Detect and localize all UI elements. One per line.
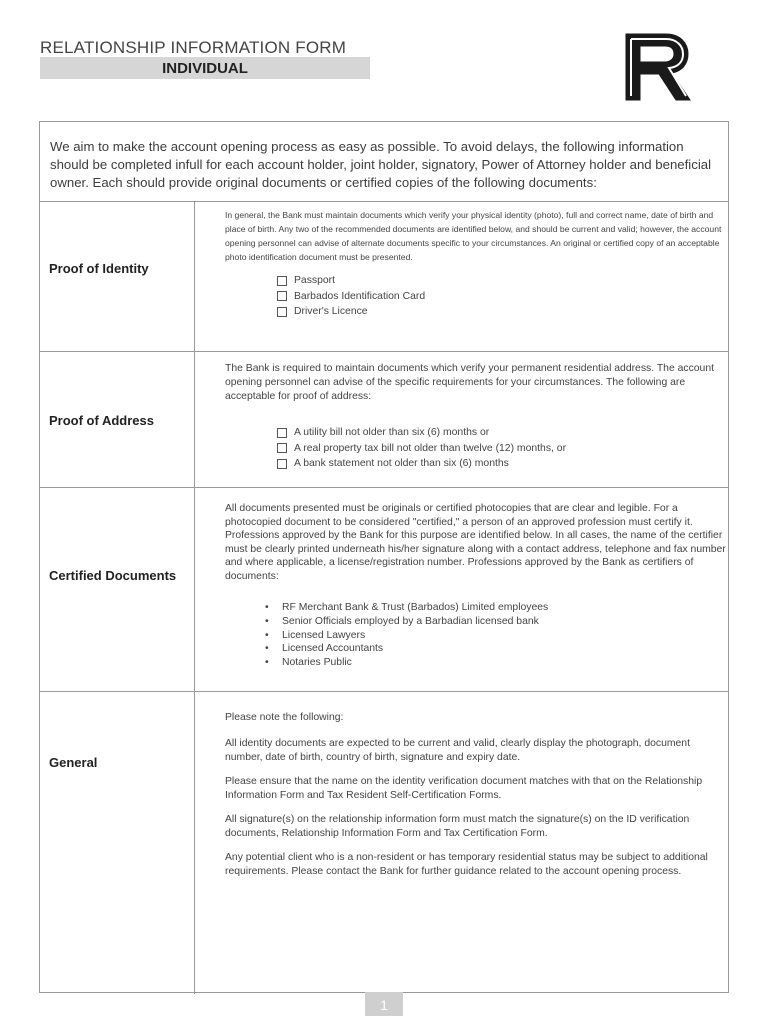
checkbox[interactable] <box>277 459 287 469</box>
list-item-text: Notaries Public <box>282 657 352 669</box>
option-label: Driver's Licence <box>294 306 368 317</box>
list-item-text: Licensed Lawyers <box>282 629 366 641</box>
section-certified-documents <box>40 487 728 692</box>
requirements-table <box>39 121 729 993</box>
list-item-text: RF Merchant Bank & Trust (Barbados) Limited employees <box>282 602 549 613</box>
section-label: Proof of Address <box>49 413 154 428</box>
checkbox[interactable] <box>277 443 287 453</box>
address-options <box>277 425 566 472</box>
section-label-cell <box>40 692 195 994</box>
note-paragraph: All identity documents are expected to be current and valid, clearly display the photograph, document number, date of birth, country of birth, signature and expiry date. <box>225 738 690 763</box>
option-label: A utility bill not older than six (6) months or <box>294 427 490 438</box>
section-text: All documents presented must be originals or certified photocopies that are clear and legible. For a photocopied document to be considered "certified," a person of an approved profession must certify it. Professions approved by the Bank for this purpose are identified below. In all cases, the name of the certifier must be clearly printed underneath his/her signature along with a contact address, telephone and fax number and where applicable, a license/registration number. Professions approved by the Bank as certifiers of documents: <box>225 503 726 582</box>
rf-logo-icon <box>620 28 698 106</box>
checkbox[interactable] <box>277 428 287 438</box>
list-item-text: Senior Officials employed by a Barbadian licensed bank <box>282 615 539 627</box>
page-number: 1 <box>365 992 403 1016</box>
list-item: • Licensed Lawyers <box>265 629 366 641</box>
option-tax-bill[interactable] <box>277 441 566 457</box>
note-paragraph: Please note the following: <box>225 712 344 723</box>
option-utility-bill[interactable] <box>277 425 566 441</box>
section-proof-of-identity <box>40 201 728 352</box>
certifier-list <box>265 601 548 670</box>
section-label: Proof of Identity <box>49 261 149 276</box>
section-general <box>40 691 728 994</box>
section-label: Certified Documents <box>49 568 177 583</box>
list-item: • Senior Officials employed by a Barbadian licensed bank <box>265 615 539 627</box>
checkbox[interactable] <box>277 291 287 301</box>
option-label: A bank statement not older than six (6) months <box>294 458 509 469</box>
option-bank-statement[interactable] <box>277 456 566 472</box>
note-paragraph: Any potential client who is a non-resident or has temporary residential status may be subject to additional requirements. Please contact the Bank for further guidance related to the account opening process. <box>225 852 708 877</box>
section-label-cell <box>40 352 195 488</box>
section-text: In general, the Bank must maintain documents which verify your physical identity (photo), full and correct name, date of birth and place of birth. Any two of the recommended documents are identified below, and should be current and valid; however, the account opening personnel can advise of alternate documents specific to your circumstances. An original or certified copy of an acceptable photo identification document must be presented. <box>225 210 722 262</box>
option-label: A real property tax bill not older than twelve (12) months, or <box>294 442 567 454</box>
note-paragraph: All signature(s) on the relationship information form must match the signature(s) on the ID verification documents, Relationship Information Form and Tax Certification Form. <box>225 814 690 839</box>
general-notes <box>225 711 727 889</box>
checkbox[interactable] <box>277 276 287 286</box>
option-label: Barbados Identification Card <box>294 290 426 302</box>
list-item-text: Licensed Accountants <box>282 643 384 655</box>
subtitle-bar <box>40 57 370 79</box>
form-subtitle: INDIVIDUAL <box>162 60 248 77</box>
option-drivers-licence[interactable] <box>277 304 425 320</box>
form-title: RELATIONSHIP INFORMATION FORM <box>40 38 347 57</box>
identity-options <box>277 273 425 320</box>
note-paragraph: Please ensure that the name on the identity verification document matches with that on the Relationship Information Form and Tax Resident Self-Certification Forms. <box>225 776 703 801</box>
section-label-cell <box>40 488 195 692</box>
section-proof-of-address <box>40 351 728 488</box>
list-item: • Notaries Public <box>265 657 352 669</box>
option-passport[interactable] <box>277 273 425 289</box>
list-item: • Licensed Accountants <box>265 643 384 655</box>
intro-text: We aim to make the account opening process as easy as possible. To avoid delays, the following information should be completed infull for each account holder, joint holder, signatory, Power of Attorney holder and beneficial owner. Each should provide original documents or certified copies of the following documents: <box>50 139 712 190</box>
option-label: Passport <box>294 275 336 286</box>
list-item: • RF Merchant Bank & Trust (Barbados) Limited employees <box>265 602 549 613</box>
section-label-cell <box>40 202 195 352</box>
section-text: The Bank is required to maintain documents which verify your permanent residential address. The account opening personnel can advise of the specific requirements for your circumstances. The following are acceptable for proof of address: <box>225 363 714 402</box>
option-barbados-id[interactable] <box>277 289 425 305</box>
section-label: General <box>49 755 98 770</box>
checkbox[interactable] <box>277 307 287 317</box>
